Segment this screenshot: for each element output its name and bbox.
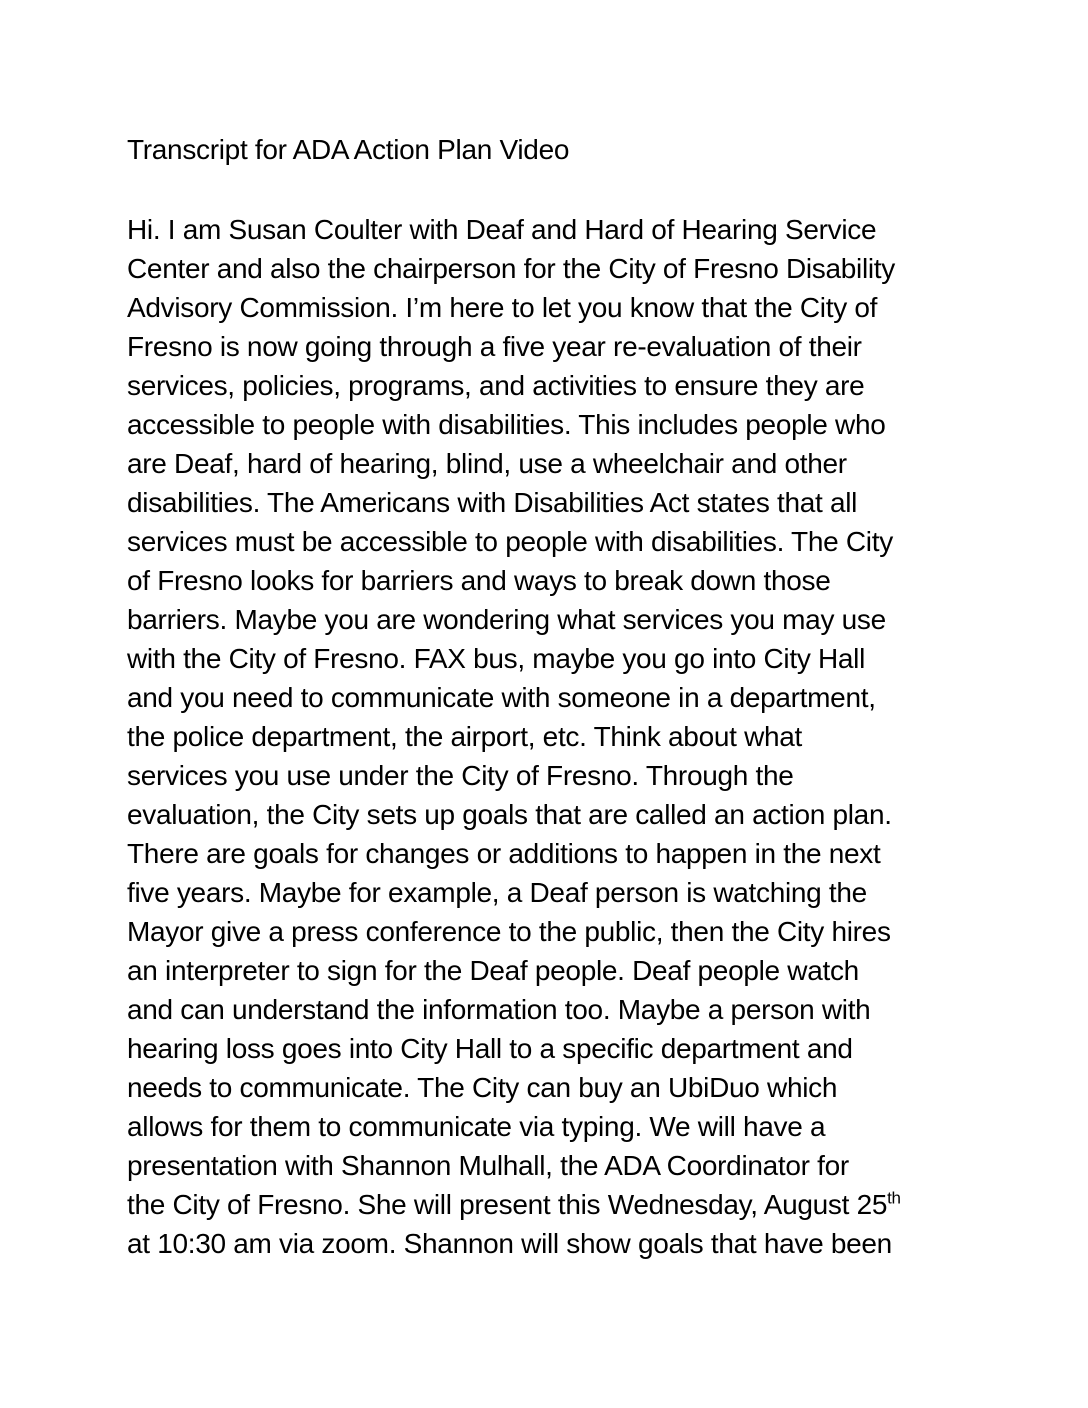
document-title: Transcript for ADA Action Plan Video xyxy=(127,134,570,165)
text-line: services must be accessible to people with disabilities. The City xyxy=(127,526,893,557)
text-line: an interpreter to sign for the Deaf people. Deaf people watch xyxy=(127,955,859,986)
text-line: Hi. I am Susan Coulter with Deaf and Hard of Hearing Service xyxy=(127,214,877,245)
text-line: needs to communicate. The City can buy an UbiDuo which xyxy=(127,1072,838,1103)
transcript-paragraph xyxy=(127,210,988,1263)
text-line: of Fresno looks for barriers and ways to break down those xyxy=(127,565,831,596)
text-line: services, policies, programs, and activities to ensure they are xyxy=(127,370,865,401)
text-line: Mayor give a press conference to the public, then the City hires xyxy=(127,916,891,947)
text-line: the police department, the airport, etc. Think about what xyxy=(127,721,803,752)
ordinal-superscript: th xyxy=(887,1188,901,1208)
text-line: hearing loss goes into City Hall to a specific department and xyxy=(127,1033,853,1064)
text-line: presentation with Shannon Mulhall, the ADA Coordinator for xyxy=(127,1150,849,1181)
text-line: and can understand the information too. Maybe a person with xyxy=(127,994,871,1025)
text-line: Center and also the chairperson for the City of Fresno Disability xyxy=(127,253,895,284)
text-line: at 10:30 am via zoom. Shannon will show goals that have been xyxy=(127,1228,892,1259)
text-line: five years. Maybe for example, a Deaf person is watching the xyxy=(127,877,867,908)
text-line: There are goals for changes or additions to happen in the next xyxy=(127,838,881,869)
text-line: are Deaf, hard of hearing, blind, use a wheelchair and other xyxy=(127,448,847,479)
text-line: barriers. Maybe you are wondering what services you may use xyxy=(127,604,886,635)
text-line: the City of Fresno. She will present this Wednesday, August 25th xyxy=(127,1188,901,1220)
text-line: Advisory Commission. I’m here to let you know that the City of xyxy=(127,292,878,323)
text-line: accessible to people with disabilities. This includes people who xyxy=(127,409,886,440)
text-line: allows for them to communicate via typing. We will have a xyxy=(127,1111,826,1142)
text-line: with the City of Fresno. FAX bus, maybe you go into City Hall xyxy=(127,643,866,674)
text-line: evaluation, the City sets up goals that are called an action plan. xyxy=(127,799,892,830)
text-line: and you need to communicate with someone in a department, xyxy=(127,682,876,713)
text-line: Fresno is now going through a five year re-evaluation of their xyxy=(127,331,862,362)
text-line: disabilities. The Americans with Disabilities Act states that all xyxy=(127,487,858,518)
text-line: services you use under the City of Fresno. Through the xyxy=(127,760,794,791)
